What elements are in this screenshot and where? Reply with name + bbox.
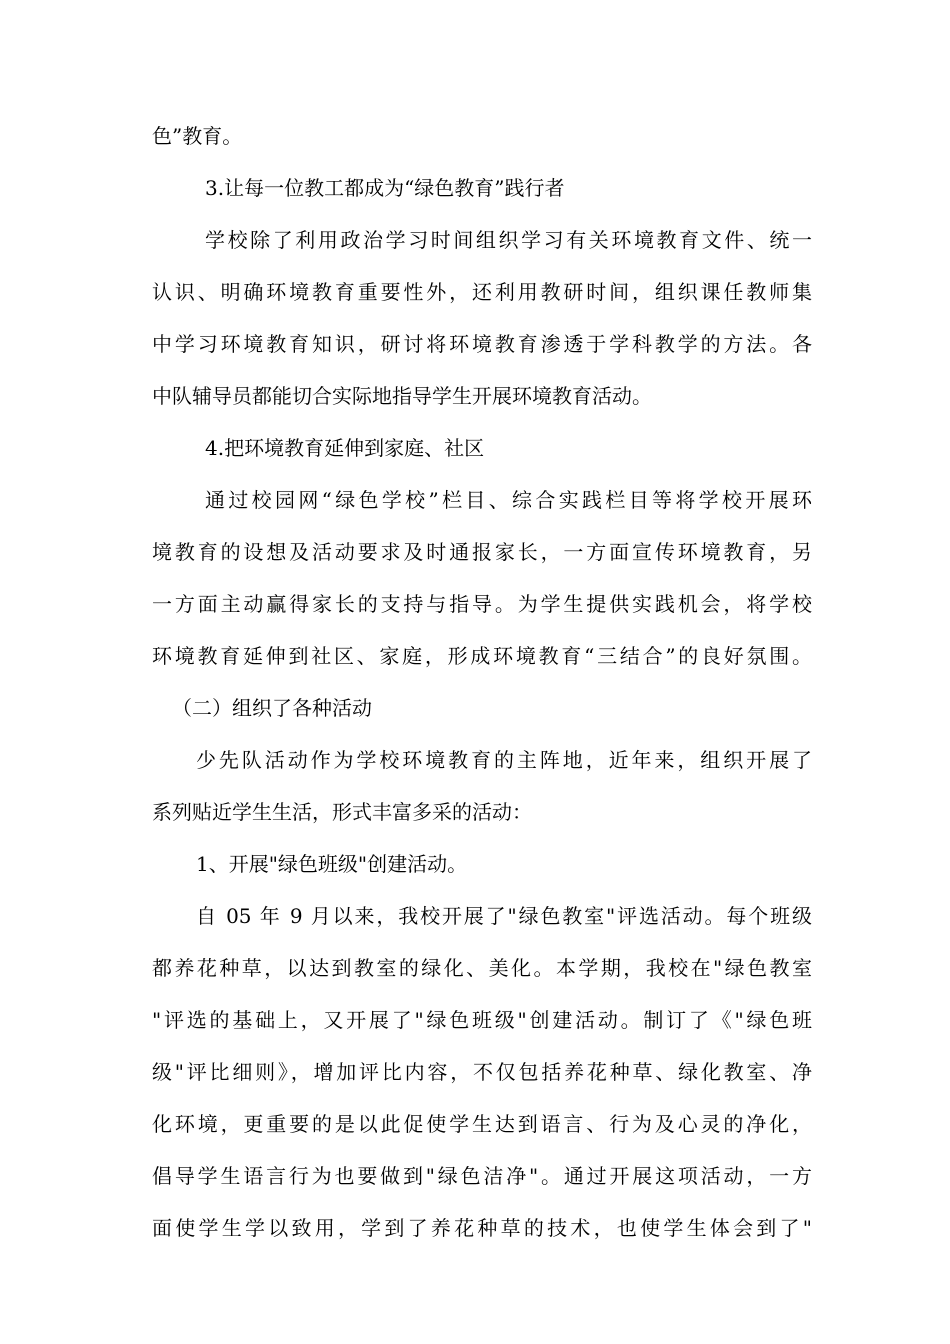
section-heading: 3.让每一位教工都成为“绿色教育”践行者 <box>205 176 565 200</box>
paragraph-line: 化环境，更重要的是以此促使学生达到语言、行为及心灵的净化， <box>152 1112 812 1136</box>
paragraph-line: 环境教育延伸到社区、家庭，形成环境教育“三结合”的良好氛围。 <box>152 644 812 668</box>
paragraph-line: 中队辅导员都能切合实际地指导学生开展环境教育活动。 <box>152 384 652 408</box>
paragraph-line: "评选的基础上，又开展了"绿色班级"创建活动。制订了《"绿色班 <box>152 1008 812 1032</box>
paragraph-line: 一方面主动赢得家长的支持与指导。为学生提供实践机会，将学校 <box>152 592 812 616</box>
paragraph-line: 都养花种草，以达到教室的绿化、美化。本学期，我校在"绿色教室 <box>152 956 812 980</box>
paragraph-line: 级"评比细则》，增加评比内容，不仅包括养花种草、绿化教室、净 <box>152 1060 812 1084</box>
paragraph-line: 中学习环境教育知识，研讨将环境教育渗透于学科教学的方法。各 <box>152 332 812 356</box>
paragraph-line: 境教育的设想及活动要求及时通报家长，一方面宣传环境教育，另 <box>152 540 812 564</box>
paragraph-line: 通过校园网“绿色学校”栏目、综合实践栏目等将学校开展环 <box>205 488 812 512</box>
paragraph-line: 色”教育。 <box>152 124 243 148</box>
section-heading: （二）组织了各种活动 <box>172 696 372 720</box>
paragraph-line: 倡导学生语言行为也要做到"绿色洁净"。通过开展这项活动，一方 <box>152 1164 812 1188</box>
paragraph-line: 少先队活动作为学校环境教育的主阵地，近年来，组织开展了 <box>196 748 812 772</box>
section-heading: 4.把环境教育延伸到家庭、社区 <box>205 436 485 460</box>
paragraph-line: 面使学生学以致用，学到了养花种草的技术，也使学生体会到了" <box>152 1216 812 1240</box>
paragraph-line: 认识、明确环境教育重要性外，还利用教研时间，组织课任教师集 <box>152 280 812 304</box>
section-heading: 1、开展"绿色班级"创建活动。 <box>196 852 468 876</box>
paragraph-line: 学校除了利用政治学习时间组织学习有关环境教育文件、统一 <box>205 228 812 252</box>
paragraph-line: 自 05 年 9 月以来，我校开展了"绿色教室"评选活动。每个班级 <box>196 904 812 928</box>
paragraph-line: 系列贴近学生生活，形式丰富多采的活动： <box>152 800 532 824</box>
